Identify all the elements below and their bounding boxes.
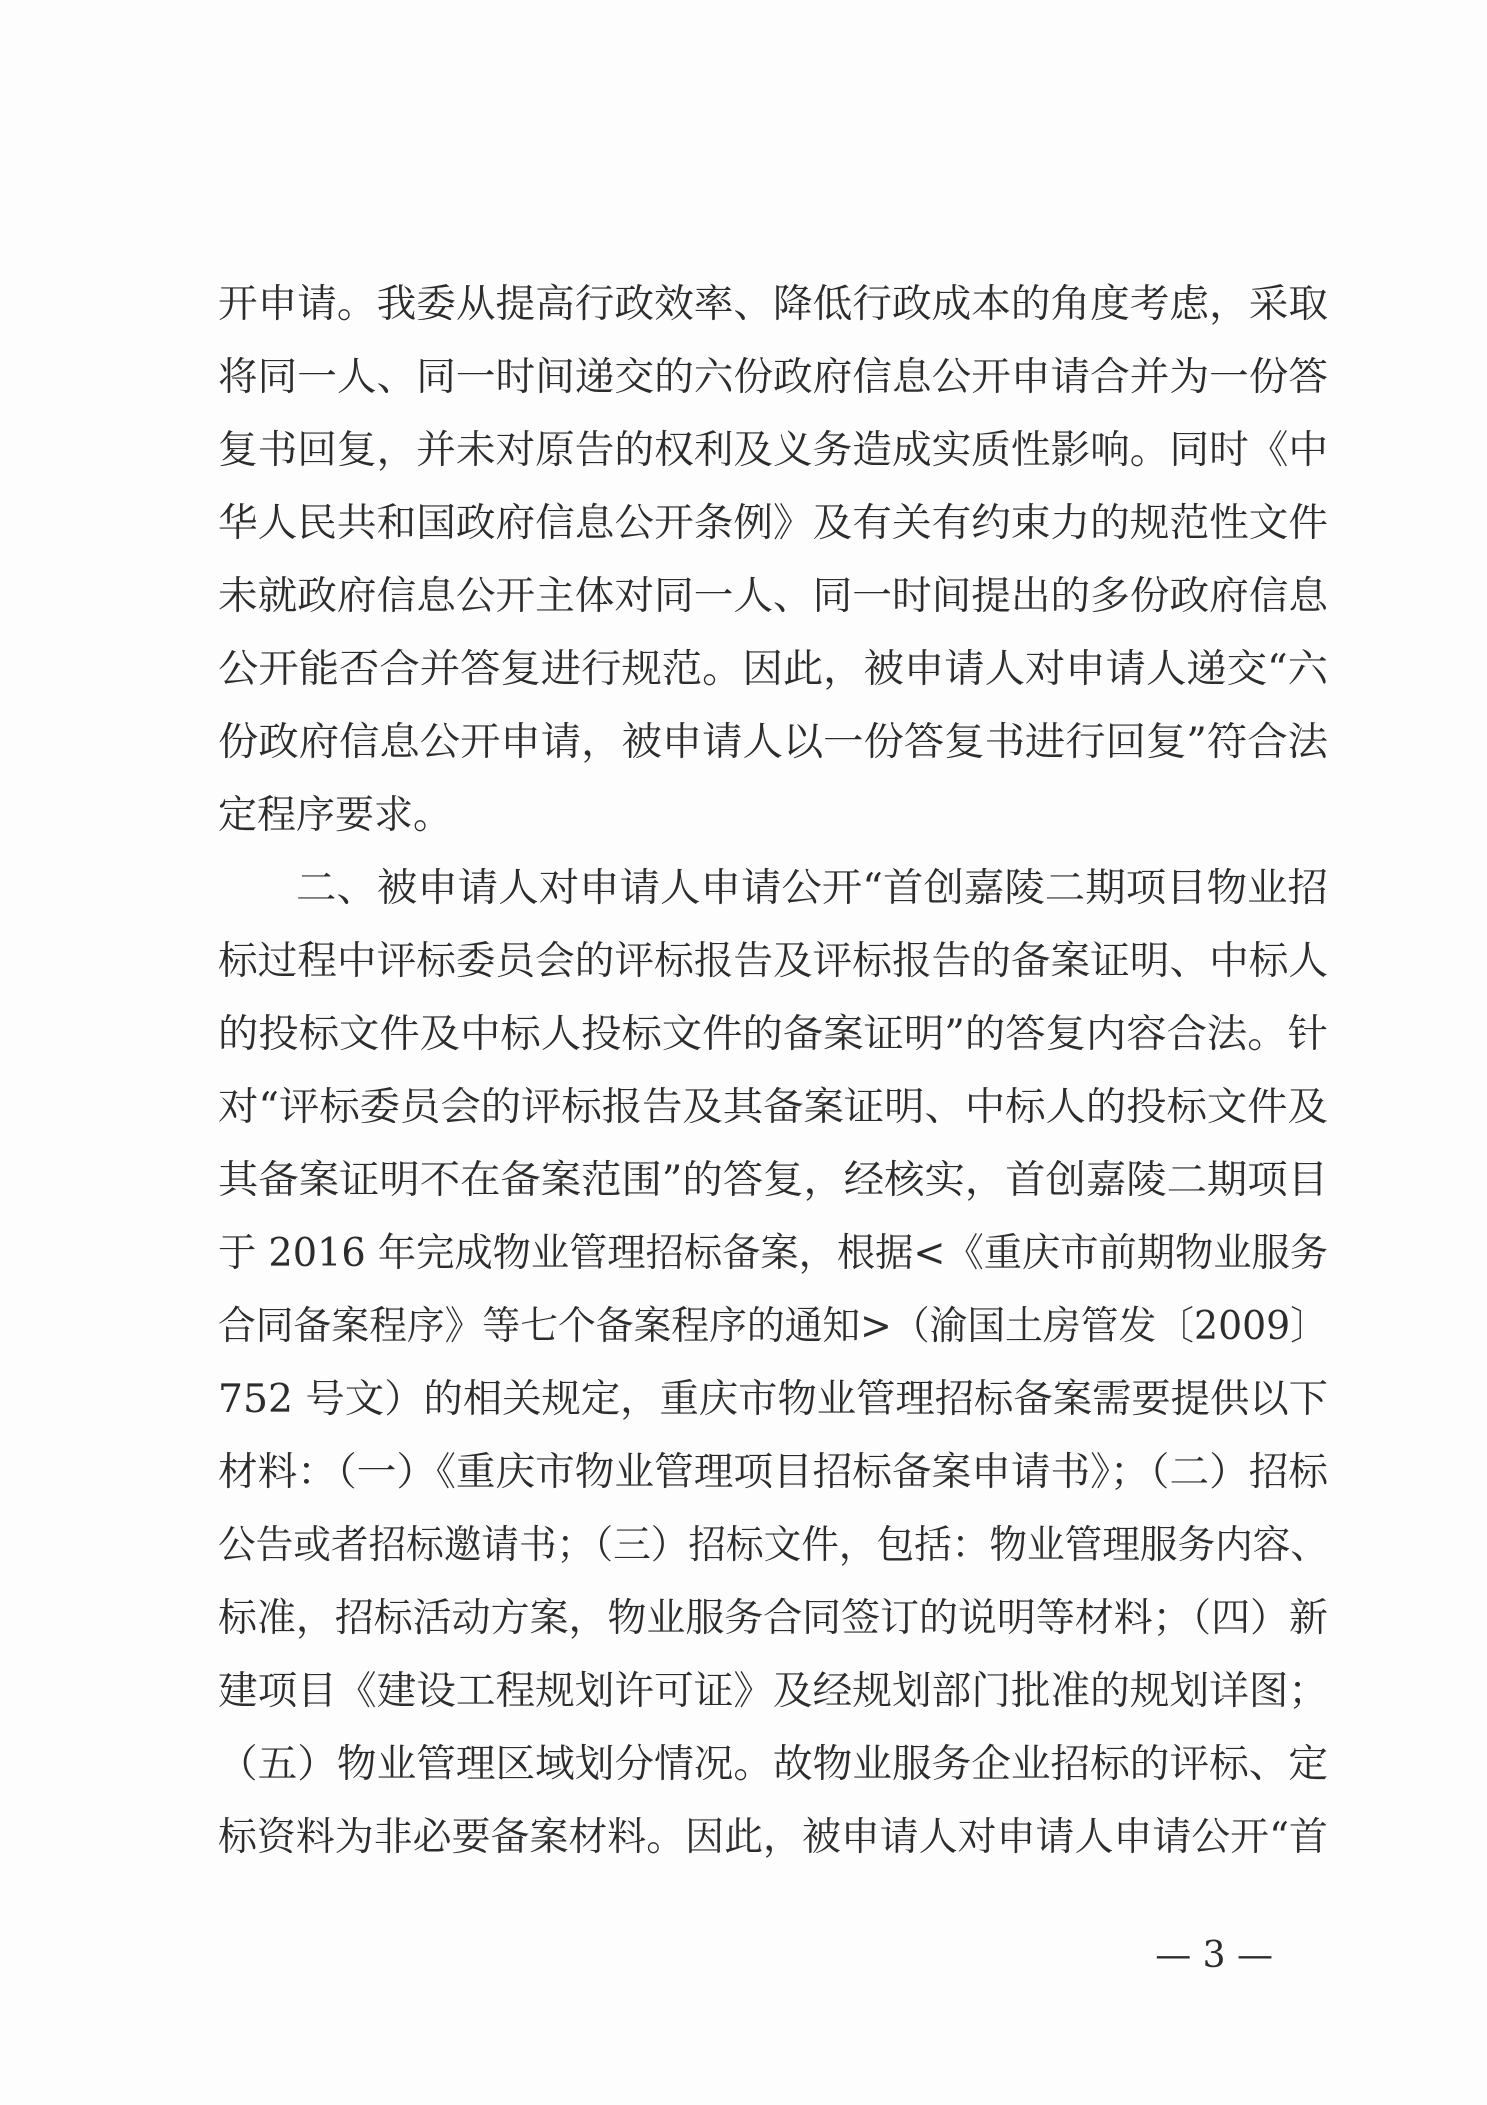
text-line: 定程序要求。 — [218, 793, 453, 838]
text-line: 建项目《建设工程规划许可证》及经规划部门批准的规划详图； — [218, 1669, 1329, 1714]
text-line: 公开能否合并答复进行规范。因此，被申请人对申请人递交“六 — [218, 647, 1328, 692]
text-line: 未就政府信息公开主体对同一人、同一时间提出的多份政府信息 — [218, 574, 1329, 619]
text-line: 标过程中评标委员会的评标报告及评标报告的备案证明、中标人 — [218, 939, 1329, 984]
text-line: 于 2016 年完成物业管理招标备案，根据<《重庆市前期物业服务 — [218, 1231, 1329, 1276]
text-line: 其备案证明不在备案范围”的答复，经核实，首创嘉陵二期项目 — [218, 1158, 1328, 1203]
text-line: 份政府信息公开申请，被申请人以一份答复书进行回复”符合法 — [218, 720, 1328, 765]
text-line: 合同备案程序》等七个备案程序的通知>（渝国土房管发〔2009〕 — [218, 1304, 1328, 1349]
page-number: — 3 — — [1155, 1935, 1273, 1976]
text-line: 公告或者招标邀请书；（三）招标文件，包括：物业管理服务内容、 — [218, 1523, 1329, 1568]
text-line: 标准，招标活动方案，物业服务合同签订的说明等材料；（四）新 — [218, 1596, 1328, 1641]
text-line: 材料：（一）《重庆市物业管理项目招标备案申请书》；（二）招标 — [218, 1450, 1329, 1495]
text-line: 二、被申请人对申请人申请公开“首创嘉陵二期项目物业招 — [296, 866, 1328, 911]
text-line: 对“评标委员会的评标报告及其备案证明、中标人的投标文件及 — [218, 1085, 1328, 1130]
text-line: 复书回复，并未对原告的权利及义务造成实质性影响。同时《中 — [218, 428, 1329, 473]
text-line: （五）物业管理区域划分情况。故物业服务企业招标的评标、定 — [218, 1742, 1329, 1787]
text-line: 华人民共和国政府信息公开条例》及有关有约束力的规范性文件 — [218, 501, 1329, 546]
text-line: 的投标文件及中标人投标文件的备案证明”的答复内容合法。针 — [218, 1012, 1328, 1057]
text-line: 752 号文）的相关规定，重庆市物业管理招标备案需要提供以下 — [218, 1377, 1328, 1422]
text-line: 标资料为非必要备案材料。因此，被申请人对申请人申请公开“首 — [218, 1815, 1328, 1860]
text-line: 将同一人、同一时间递交的六份政府信息公开申请合并为一份答 — [218, 355, 1329, 400]
body-text — [218, 268, 1328, 1874]
text-line: 开申请。我委从提高行政效率、降低行政成本的角度考虑，采取 — [218, 282, 1329, 327]
